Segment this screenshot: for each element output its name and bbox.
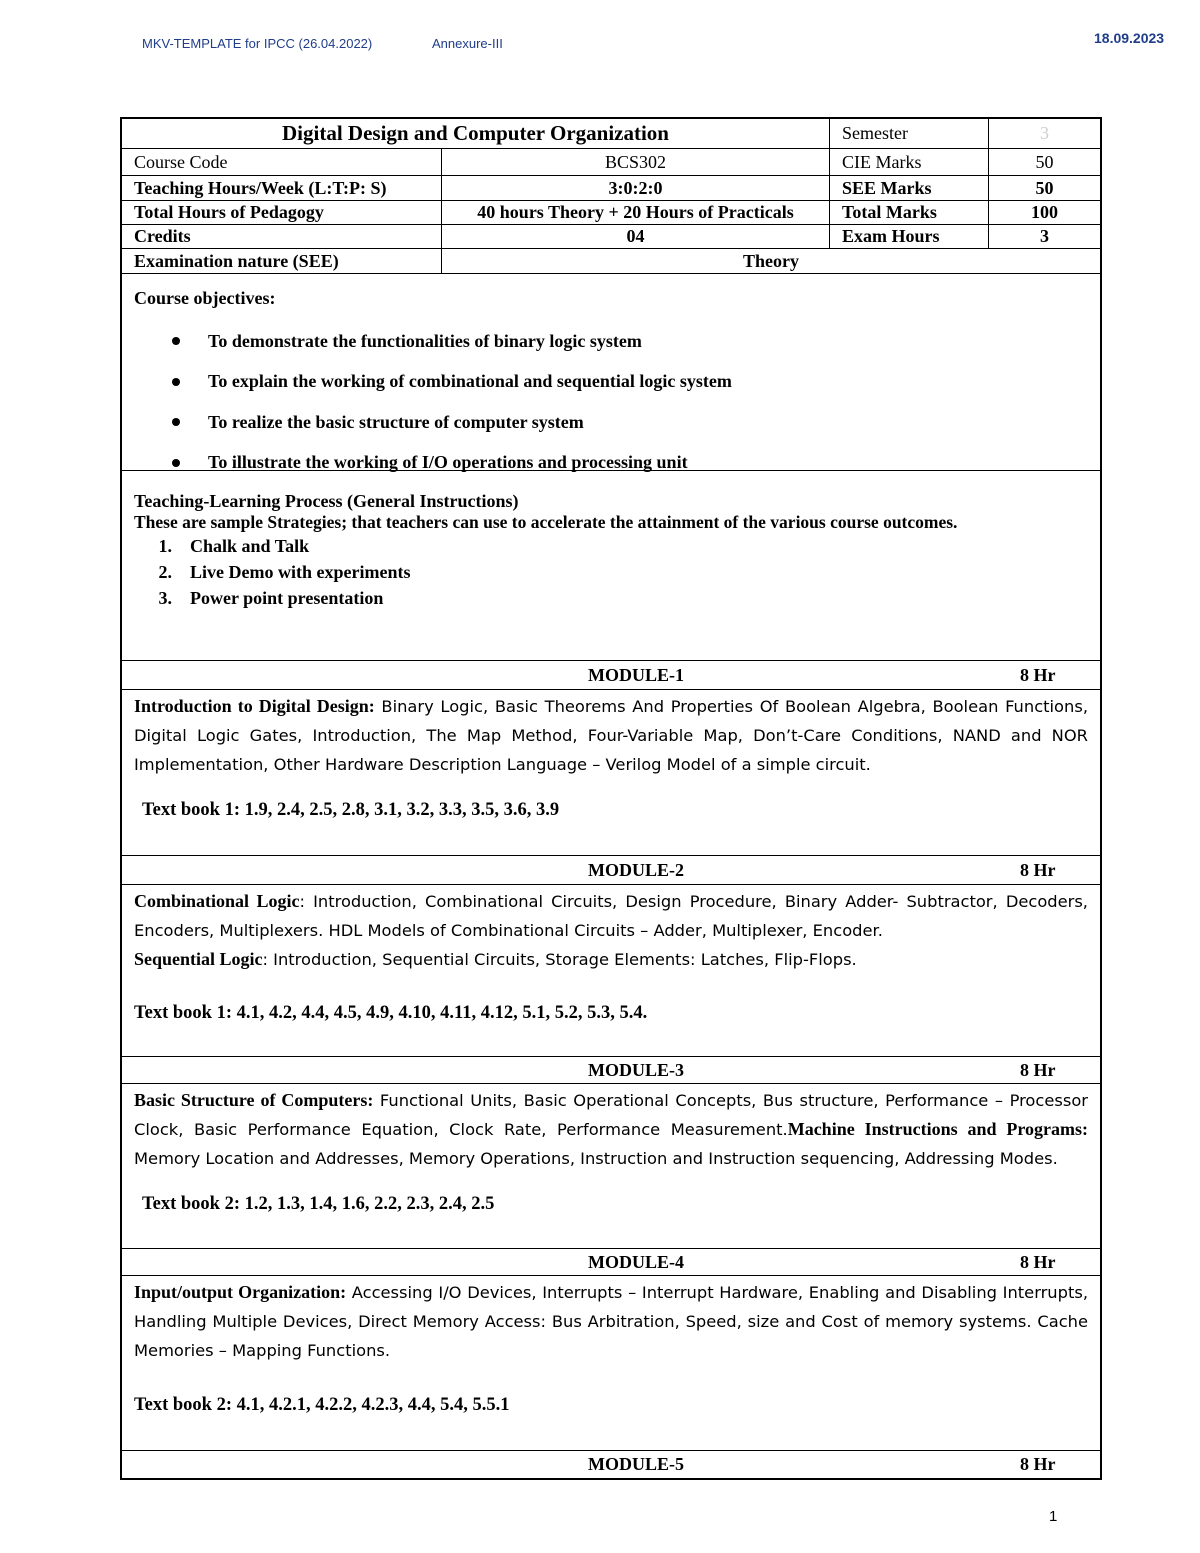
exam-hours-value: 3 [1040,226,1049,246]
see-marks-value: 50 [1035,177,1054,198]
course-code-row [122,149,1100,176]
module-title: MODULE-3 [588,1059,684,1080]
module-hours: 8 Hr [1020,1059,1056,1080]
semester-value: 3 [1040,123,1049,143]
course-code-value: BCS302 [442,149,830,175]
objective-item: To illustrate the working of I/O operations and processing unit [134,443,1088,484]
objective-item: To realize the basic structure of computer system [134,402,1088,443]
exam-hours-label: Exam Hours [830,225,989,248]
template-label: MKV-TEMPLATE for IPCC (26.04.2022) [142,36,373,51]
module-5 [122,1451,1100,1478]
module-title: MODULE-4 [588,1251,684,1272]
module-hours: 8 Hr [1020,664,1056,685]
module-heading: Basic Structure of Computers: [134,1090,374,1110]
module-textbook: Text book 2: 4.1, 4.2.1, 4.2.2, 4.2.3, 4.4, 5.4, 5.5.1 [134,1395,510,1415]
module-textbook: Text book 1: 4.1, 4.2, 4.4, 4.5, 4.9, 4.10, 4.11, 4.12, 5.1, 5.2, 5.3, 5.4. [134,1003,648,1023]
module-title: MODULE-2 [588,859,684,880]
module-hours: 8 Hr [1020,859,1056,880]
pedagogy-row [122,201,1100,225]
module-title: MODULE-5 [588,1454,684,1474]
module-heading: Introduction to Digital Design: [134,696,375,716]
total-marks-value: 100 [1031,202,1058,222]
teaching-process-title: Teaching-Learning Process (General Instructions) [134,491,519,511]
module-body-2: : Introduction, Sequential Circuits, Storage Elements: Latches, Flip-Flops. [262,950,857,969]
see-marks-label: SEE Marks [830,176,989,200]
document-date: 18.09.2023 [1094,30,1165,46]
module-1 [122,661,1100,856]
teaching-hours-label: Teaching Hours/Week (L:T:P: S) [122,176,442,200]
objectives-section [122,274,1100,471]
module-body: Functional Units, Basic Operational Concepts, Bus structure, Performance – Processor Clock, Basic Performance Equation, Clock Rate, Performance Measurement. [134,1091,1088,1139]
cie-marks-label: CIE Marks [830,149,989,175]
exam-nature-label: Examination nature (SEE) [122,249,442,273]
bullet-icon [172,418,180,426]
semester-label: Semester [830,119,989,148]
module-heading-2: Sequential Logic [134,949,263,969]
module-2 [122,856,1100,1057]
module-hours: 8 Hr [1020,1454,1056,1474]
annexure-label: Annexure-III [432,36,503,51]
total-marks-label: Total Marks [830,201,989,224]
module-body: Accessing I/O Devices, Interrupts – Interrupt Hardware, Enabling and Disabling Interrupts, Handling Multiple Devices, Direct Memory Access: Bus Arbitration, Speed, size and Cost of memory systems. Cache Memories – Mapping Functions. [134,1283,1088,1360]
module-title: MODULE-1 [588,664,684,685]
module-hours: 8 Hr [1020,1251,1056,1272]
exam-nature-row [122,249,1100,274]
module-4 [122,1249,1100,1451]
credits-label: Credits [122,225,442,248]
module-textbook: Text book 1: 1.9, 2.4, 2.5, 2.8, 3.1, 3.2, 3.3, 3.5, 3.6, 3.9 [142,800,560,820]
bullet-icon [172,459,180,467]
course-code-label: Course Code [122,149,442,175]
course-title-row [122,119,1100,149]
module-heading: Input/output Organization: [134,1282,347,1302]
objective-item: To demonstrate the functionalities of binary logic system [134,321,1088,362]
credits-value: 04 [442,225,830,248]
bullet-icon [172,378,180,386]
teaching-item: 2. Live Demo with experiments [158,561,411,582]
teaching-process-desc: These are sample Strategies; that teachers can use to accelerate the attainment of the various course outcomes. [134,512,958,532]
teaching-hours-value: 3:0:2:0 [442,176,830,200]
module-body-2: Memory Location and Addresses, Memory Operations, Instruction and Instruction sequencing, Addressing Modes. [134,1149,1058,1168]
teaching-process-section [122,471,1100,661]
pedagogy-label: Total Hours of Pedagogy [122,201,442,224]
module-heading: Combinational Logic [134,891,300,911]
module-textbook: Text book 2: 1.2, 1.3, 1.4, 1.6, 2.2, 2.3, 2.4, 2.5 [142,1194,495,1214]
module-heading-2: Machine Instructions and Programs: [787,1119,1089,1139]
teaching-item: 3. Power point presentation [158,587,384,608]
pedagogy-value: 40 hours Theory + 20 Hours of Practicals [442,201,830,224]
module-3 [122,1057,1100,1249]
credits-row [122,225,1100,249]
syllabus-table [120,117,1102,1480]
exam-nature-value: Theory [743,250,799,271]
objective-item: To explain the working of combinational and sequential logic system [134,362,1088,403]
page-number: 1 [1049,1508,1058,1525]
teaching-hours-row [122,176,1100,201]
module-body: Binary Logic, Basic Theorems And Properties Of Boolean Algebra, Boolean Functions, Digital Logic Gates, Introduction, The Map Method, Four-Variable Map, Don’t-Care Conditions, NAND and NOR Implementation, Other Hardware Description Language – Verilog Model of a simple circuit. [134,697,1088,774]
cie-marks-value: 50 [1035,151,1054,172]
objectives-title: Course objectives: [134,288,276,308]
course-title: Digital Design and Computer Organization [122,119,830,148]
teaching-item: 1. Chalk and Talk [158,535,310,556]
bullet-icon [172,337,180,345]
module-body: : Introduction, Combinational Circuits, Design Procedure, Binary Adder- Subtractor, Decoders, Encoders, Multiplexers. HDL Models of Combinational Circuits – Adder, Multiplexer, Encoder. [134,892,1088,940]
